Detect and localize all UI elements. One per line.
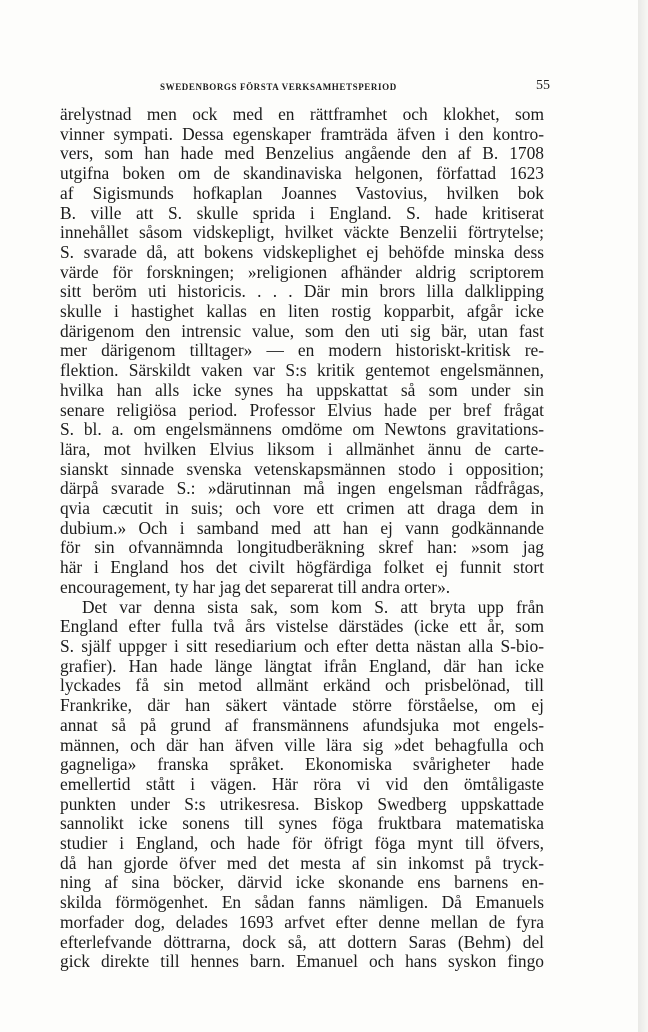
text-line: mer därigenom tilltager» — en modern historiskt-kritisk re- — [60, 340, 544, 361]
text-line: männen, och där han äfven ville lära sig »det behagfulla och — [60, 734, 544, 755]
text-line: S. svarade då, att bokens vidskeplighet ej behöfde minska dess — [60, 241, 544, 262]
text-line: skilda förmögenhet. En sådan fanns nämligen. Då Emanuels — [60, 892, 544, 913]
text-line: S. själf uppger i sitt resediarium och efter detta nästan alla S-bio- — [60, 635, 544, 656]
text-line: flektion. Särskildt vaken var S:s kritik gentemot engelsmännen, — [60, 360, 544, 381]
text-line: encouragement, ty har jag det separerat till andra orter». — [60, 576, 451, 597]
text-line: Frankrike, där han säkert väntade större förståelse, om ej — [60, 695, 544, 716]
text-line: efterlefvande döttrarna, dock så, att dottern Saras (Behm) del — [60, 931, 544, 952]
text-line: punkten under S:s utrikesresa. Biskop Swedberg uppskattade — [60, 793, 544, 814]
text-line: vinner sympati. Dessa egenskaper framträda äfven i den kontro- — [60, 123, 544, 144]
page-edge-shadow — [638, 0, 648, 1032]
text-line: S. bl. a. om engelsmännens omdöme om Newtons gravitations- — [60, 419, 544, 440]
page-number: 55 — [536, 78, 550, 93]
text-line: sianskt sinnade svenska vetenskapsmännen stodo i opposition; — [60, 458, 544, 479]
running-head: SWEDENBORGS FÖRSTA VERKSAMHETSPERIOD — [160, 82, 397, 92]
text-line: skulle i hastighet kallas en liten rostig kopparbit, afgår icke — [60, 301, 544, 322]
text-line: annat så på grund af fransmännens afundsjuka mot engels- — [60, 714, 544, 735]
text-line: därigenom den intrensic value, som den uti sig bär, utan fast — [60, 320, 544, 341]
text-line: lära, mot hvilken Elvius liksom i allmänhet ännu de carte- — [60, 438, 544, 459]
text-line: ärelystnad men ock med en rättframhet och klokhet, som — [60, 104, 544, 124]
text-line: dubium.» Och i samband med att han ej vann godkännande — [60, 517, 544, 538]
text-line: B. ville att S. skulle sprida i England. S. hade kritiserat — [60, 202, 544, 223]
text-line: värde för forskningen; »religionen afhänder aldrig scriptorem — [60, 261, 544, 282]
text-line: utgifna boken om de skandinaviska helgonen, författad 1623 — [60, 163, 544, 184]
text-line: gagneliga» franska språket. Ekonomiska svårigheter hade — [60, 754, 544, 775]
text-line: gick direkte till hennes barn. Emanuel och hans syskon fingo — [60, 951, 544, 972]
text-line: morfader dog, delades 1693 arfvet efter denne mellan de fyra — [60, 911, 544, 932]
page-header — [62, 78, 550, 98]
body-text — [60, 105, 544, 972]
text-line: studier i England, och hade för öfrigt föga mynt till öfvers, — [60, 833, 544, 854]
text-line: innehållet såsom vidskepligt, hvilket väckte Benzelii förtrytelse; — [60, 222, 544, 243]
text-line: här i England hos det civilt högfärdiga folket ej funnit stort — [60, 557, 544, 578]
text-line: därpå svarade S.: »därutinnan må ingen engelsman rådfrågas, — [60, 478, 544, 499]
text-line: Det var denna sista sak, som kom S. att bryta upp från — [82, 596, 544, 617]
text-line: hvilka han alls icke synes ha uppskattat så som under sin — [60, 379, 544, 400]
text-line: vers, som han hade med Benzelius angående den af B. 1708 — [60, 143, 544, 164]
text-line: grafier). Han hade länge längtat ifrån England, där han icke — [60, 655, 544, 676]
text-line: då han gjorde öfver med det mesta af sin inkomst på tryck- — [60, 852, 544, 873]
text-line: England efter fulla två års vistelse därstädes (icke ett år, som — [60, 616, 544, 637]
text-line: lyckades få sin metod allmänt erkänd och prisbelönad, till — [60, 675, 544, 696]
text-line: för sin ofvannämnda longitudberäkning skref han: »som jag — [60, 537, 544, 558]
text-line: ning af sina böcker, därvid icke skonande ens barnens en- — [60, 872, 544, 893]
text-line: sitt beröm uti historicis. . . . Där min brors lilla dalklipping — [60, 281, 544, 302]
text-line: sannolikt icke sonens till synes föga fruktbara matematiska — [60, 813, 544, 834]
text-line: emellertid stått i vägen. Här röra vi vid den ömtåligaste — [60, 773, 544, 794]
text-line: senare religiösa period. Professor Elvius hade per bref frågat — [60, 399, 544, 420]
text-line: qvia cæcutit in suis; och vore ett crimen att draga dem in — [60, 498, 544, 519]
text-line: af Sigismunds hofkaplan Joannes Vastovius, hvilken bok — [60, 182, 544, 203]
